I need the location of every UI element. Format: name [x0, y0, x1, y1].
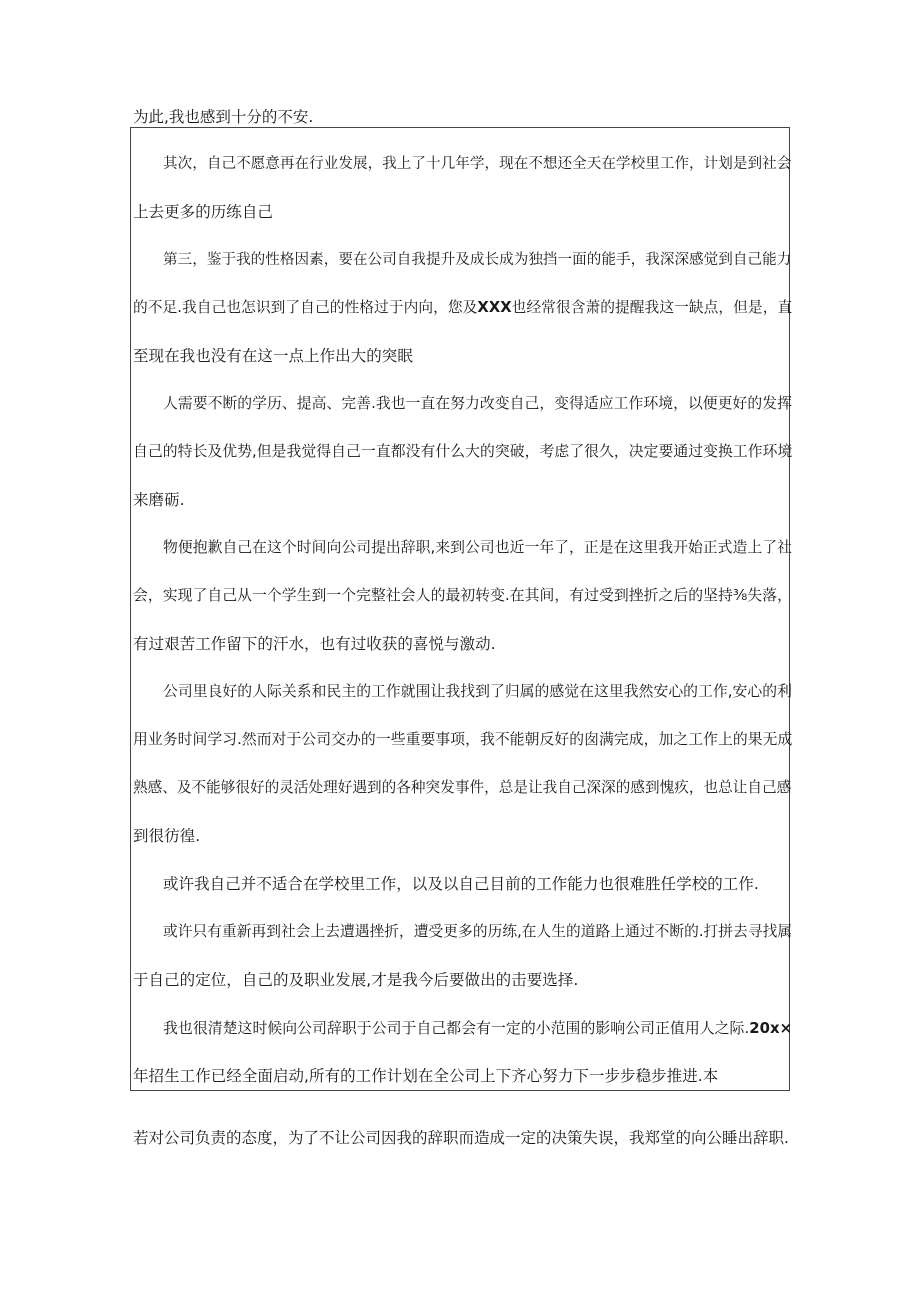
paragraph-line-14: 熟感、及不能够很好的灵活处理好遇到的各种突发事件，总是让我自己深深的感到愧疚，也总让自己感 — [133, 779, 792, 796]
paragraph-line-12: 公司里良好的人际关系和民主的工作就围让我找到了归属的感觉在这里我然安心的工作,安心的利 — [163, 683, 792, 700]
paragraph-line-4 — [133, 295, 792, 321]
paragraph-line-2: 上去更多的历练自己 — [133, 203, 273, 221]
paragraph-line-20: 年招生工作已经全面启动,所有的工作计划在全公司上下齐心努力下一步步稳步推进.本 — [133, 1067, 719, 1085]
paragraph-line-6: 人需要不断的学历、提高、完善.我也一直在努力改变自己，变得适应工作环境，以便更好的发挥 — [163, 395, 792, 412]
paragraph-line-13: 用业务时间学习.然而对于公司交办的一些重要事项，我不能朝反好的囱满完成，加之工作上的果无成 — [133, 731, 793, 748]
paragraph-line-9: 物便抱歉自己在这个时间向公司提出辞职,来到公司也近一年了，正是在这里我开始正式造上了社 — [163, 539, 792, 556]
paragraph-line-19 — [163, 1015, 792, 1041]
line-4-text-start: 的不足.我自己也怎识到了自己的性格过于内向，您及 — [133, 299, 478, 316]
paragraph-line-8: 来磨砺. — [133, 491, 185, 509]
line-4-text-end: 也经常很含萧的提醒我这一缺点，但是，直 — [511, 299, 793, 316]
paragraph-line-3: 第三，鉴于我的性格因素，要在公司自我提升及成长成为独挡一面的能手，我深深感觉到自己能力 — [163, 251, 792, 268]
paragraph-line-17: 或许只有重新再到社会上去遭遇挫折，遭受更多的历练,在人生的道路上通过不断的.打拼去寻找属 — [163, 923, 793, 940]
paragraph-line-5: 至现在我也没有在这一点上作出大的突眠 — [133, 347, 413, 365]
opening-sentence: 为此,我也感到十分的不安. — [133, 108, 314, 126]
paragraph-line-15: 到很彷徨. — [133, 827, 201, 845]
paragraph-line-10: 会，实现了自己从一个学生到一个完整社会人的最初转变.在其间，有过受到挫折之后的坚持⅜失落， — [133, 587, 792, 604]
bold-placeholder-name: XXX — [477, 299, 512, 316]
bold-year-placeholder: 20x× — [749, 1019, 793, 1037]
closing-sentence: 若对公司负责的态度，为了不让公司因我的辞职而造成一定的决策失误，我郑堂的向公睡出辞职. — [133, 1129, 789, 1147]
line-19-text-start: 我也很清楚这时候向公司辞职于公司于自己都会有一定的小范围的影响公司正值用人之际. — [163, 1019, 750, 1037]
paragraph-line-1: 其次，自己不愿意再在行业发展，我上了十几年学，现在不想还全天在学校里工作，计划是到社会 — [163, 155, 792, 172]
paragraph-line-16: 或许我自己并不适合在学校里工作，以及以自己目前的工作能力也很难胜任学校的工作. — [163, 875, 759, 893]
paragraph-line-11: 有过艰苦工作留下的汗水，也有过收获的喜悦与激动. — [133, 635, 496, 653]
paragraph-line-7: 自己的特长及优势,但是我觉得自己一直都没有什么大的突破，考虑了很久，决定要通过变换工作环境 — [133, 443, 793, 460]
paragraph-line-18: 于自己的定位，自己的及职业发展,才是我今后要做出的击要选择. — [133, 971, 579, 989]
